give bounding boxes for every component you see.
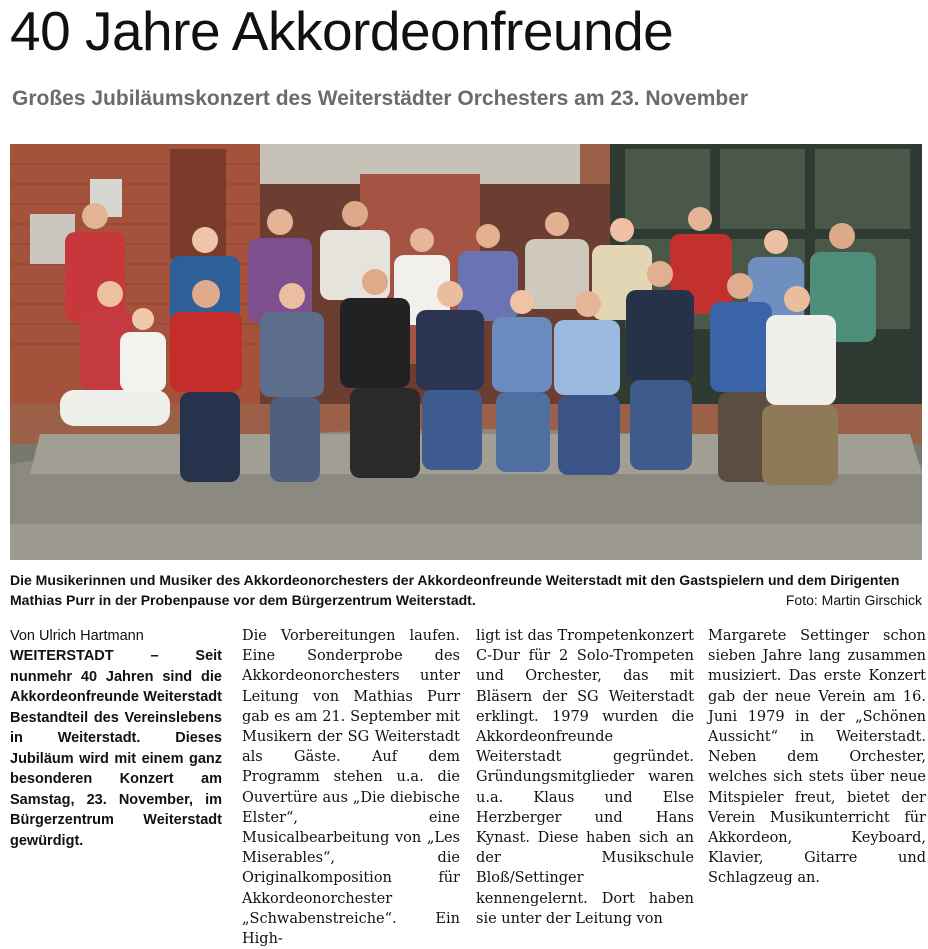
article-column-2 [242, 626, 460, 949]
article-column-1 [10, 626, 222, 851]
headline: 40 Jahre Akkordeonfreunde [10, 0, 674, 62]
photo-credit: Foto: Martin Girschick [785, 592, 922, 608]
column-text: ligt ist das Trompetenkonzert C-Dur für 2 Solo-Trompeten und Orchester, das mit Bläsern der SG Weiterstadt erklingt. 1979 wurden die Akkordeonfreunde Weiterstadt gegründet. Gründungsmitglieder waren u.a. Klaus und Else Herzberger und Hans Kynast. Diese haben sich an der Musikschule Bloß/Settinger kennengelernt. Dort haben sie unter der Leitung von [476, 628, 695, 927]
article-column-4 [708, 626, 926, 889]
byline: Von Ulrich Hartmann [10, 628, 144, 644]
photo-caption: Die Musikerinnen und Musiker des Akkordeonorchesters der Akkordeonfreunde Weiterstadt mit den Gastspielern und dem Dirigenten Mathias Purr in der Probenpause vor dem Bürgerzentrum Weiterstadt. [10, 572, 900, 608]
group-photo-illustration [10, 144, 922, 560]
article-column-3 [476, 626, 694, 929]
column-text: Margarete Settinger schon sieben Jahre lang zusammen musiziert. Das erste Konzert gab der neue Verein am 16. Juni 1979 in der „Schönen Aussicht“ in Weiterstadt. Neben dem Orchester, welches sich stets über neue Mitspieler freut, bietet der Verein Musikunterricht für Akkordeon, Keyboard, Klavier, Gitarre und Schlagzeug an. [708, 628, 926, 887]
subheadline: Großes Jubiläumskonzert des Weiterstädter Orchesters am 23. November [12, 87, 749, 110]
column-text: Die Vorbereitungen laufen. Eine Sonderprobe des Akkordeonorchesters unter Leitung von Mathias Purr gab es am 21. September mit Musikern der SG Weiterstadt als Gäste. Auf dem Programm stehen u.a. die Ouvertüre aus „Die diebische Elster“, eine Musicalbearbeitung von „Les Miserables“, die Originalkomposition für Akkordeonorchester „Schwabenstreiche“. Ein High- [242, 628, 460, 948]
group-photo [10, 144, 922, 560]
lead-paragraph: WEITERSTADT – Seit nunmehr 40 Jahren sind die Akkordeonfreunde Weiterstadt Bestandteil des Vereinslebens in Weiterstadt. Dieses Jubiläum wird mit einem ganz besonderen Konzert am Samstag, 23. November, im Bürgerzentrum Weiterstadt gewürdigt. [10, 648, 222, 849]
